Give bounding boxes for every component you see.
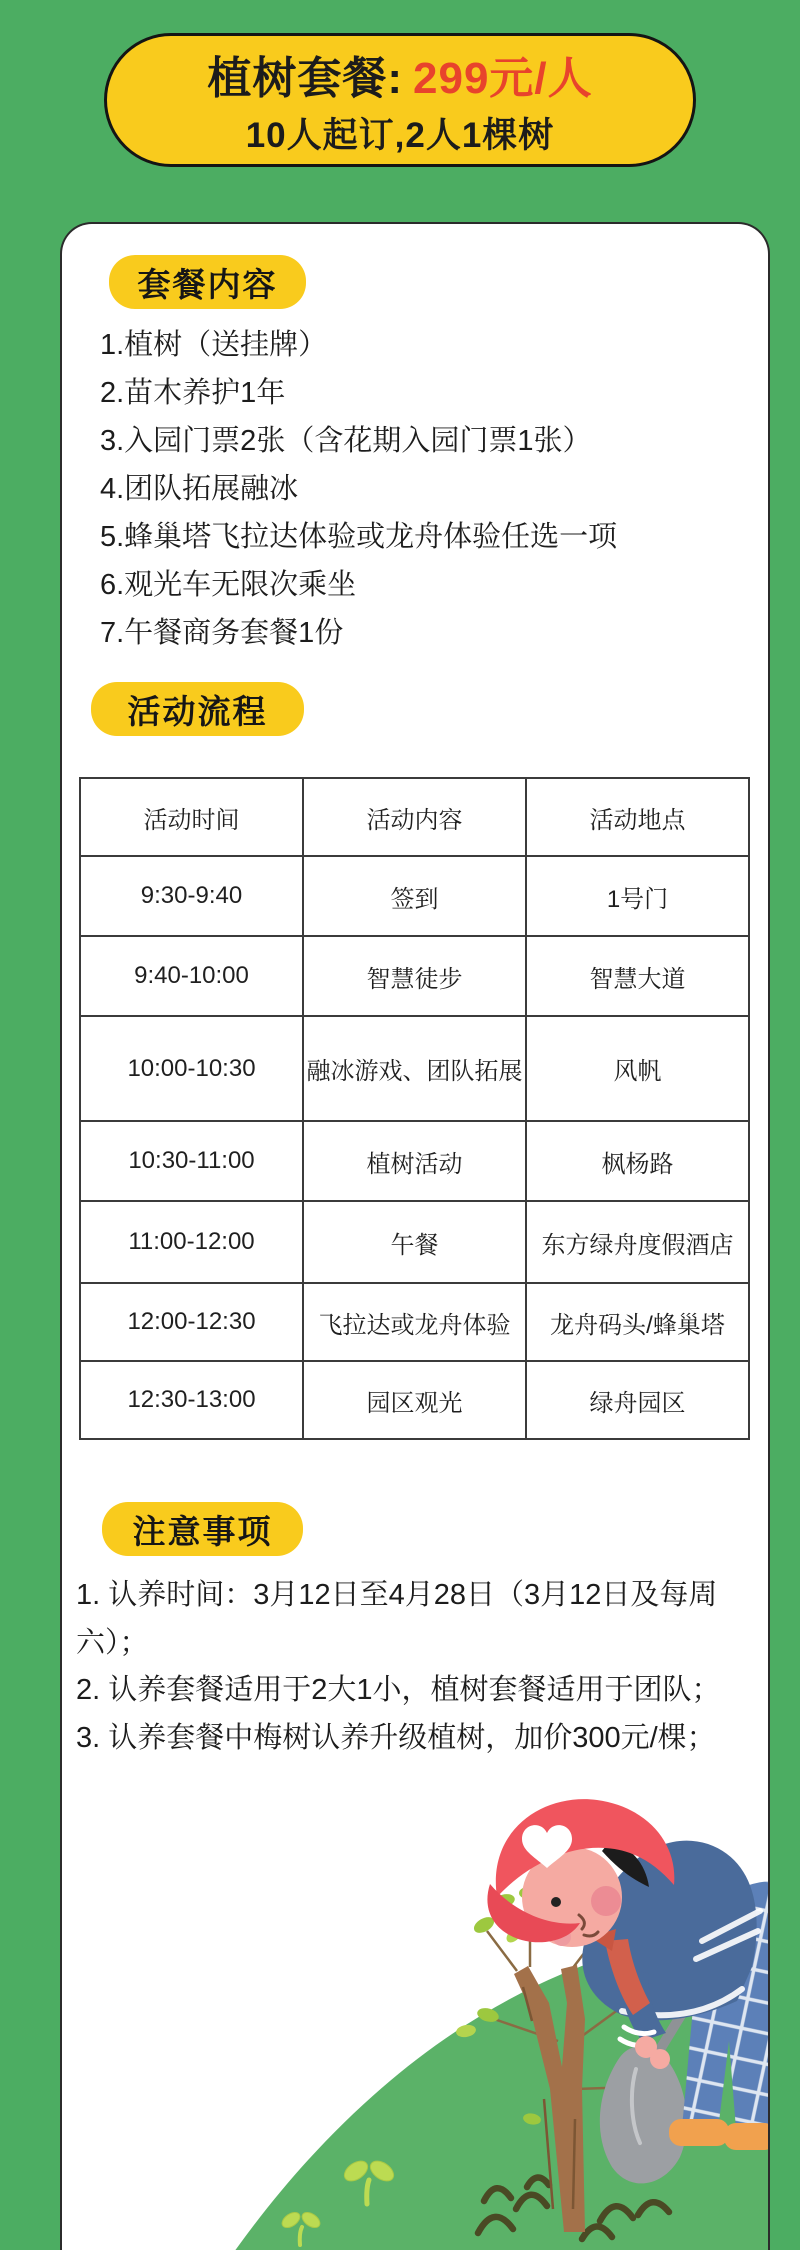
- content-card: [60, 222, 770, 2250]
- schedule-cell: 12:00-12:30: [80, 1283, 303, 1361]
- schedule-cell: 园区观光: [303, 1361, 526, 1439]
- package-subtitle: 10人起订,2人1棵树: [245, 116, 555, 155]
- section-badge-schedule: 活动流程: [91, 682, 304, 736]
- schedule-cell: 1号门: [526, 856, 749, 936]
- schedule-cell: 12:30-13:00: [80, 1361, 303, 1439]
- schedule-cell: 龙舟码头/蜂巢塔: [526, 1283, 749, 1361]
- schedule-cell: 植树活动: [303, 1121, 526, 1201]
- shoe: [669, 2119, 729, 2146]
- schedule-row: [80, 856, 749, 936]
- package-item: 7.午餐商务套餐1份: [100, 617, 344, 649]
- schedule-row: [80, 1201, 749, 1283]
- schedule-header-row: [80, 778, 749, 856]
- hand: [650, 2049, 670, 2069]
- schedule-cell: 午餐: [303, 1201, 526, 1283]
- schedule-row: [80, 1121, 749, 1201]
- schedule-cell: 风帆: [526, 1016, 749, 1121]
- header-pill: [104, 33, 696, 167]
- section-badge-package: 套餐内容: [109, 255, 306, 309]
- note-item: 3. 认养套餐中梅树认养升级植树，加价300元/棵；: [76, 1721, 716, 1754]
- package-item: 1.植树（送挂牌）: [100, 329, 328, 361]
- schedule-cell: 11:00-12:00: [80, 1201, 303, 1283]
- schedule-cell: 融冰游戏、团队拓展: [303, 1016, 526, 1121]
- package-item: 4.团队拓展融冰: [100, 473, 299, 505]
- notes-list: [76, 1572, 770, 1762]
- schedule-row: [80, 1283, 749, 1361]
- schedule-cell: 签到: [303, 856, 526, 936]
- note-item: 2. 认养套餐适用于2大1小，植树套餐适用于团队；: [76, 1674, 721, 1707]
- package-item-list: [100, 321, 617, 657]
- section-badge-notes: 注意事项: [102, 1502, 303, 1556]
- schedule-cell: 10:00-10:30: [80, 1016, 303, 1121]
- package-item: 3.入园门票2张（含花期入园门票1张）: [100, 425, 592, 457]
- schedule-cell: 智慧徒步: [303, 936, 526, 1016]
- schedule-cell: 9:40-10:00: [80, 936, 303, 1016]
- package-item: 2.苗木养护1年: [100, 377, 286, 409]
- blush: [591, 1886, 621, 1916]
- schedule-table: [79, 777, 750, 1440]
- schedule-cell: 智慧大道: [526, 936, 749, 1016]
- package-price: 299元/人: [413, 54, 593, 103]
- schedule-row: [80, 936, 749, 1016]
- package-item: 5.蜂巢塔飞拉达体验或龙舟体验任选一项: [100, 521, 618, 553]
- schedule-col-header: 活动内容: [303, 778, 526, 856]
- package-item: 6.观光车无限次乘坐: [100, 569, 357, 601]
- schedule-col-header: 活动时间: [80, 778, 303, 856]
- shoe: [724, 2123, 770, 2150]
- schedule-cell: 9:30-9:40: [80, 856, 303, 936]
- schedule-row: [80, 1361, 749, 1439]
- schedule-row: [80, 1016, 749, 1121]
- schedule-cell: 10:30-11:00: [80, 1121, 303, 1201]
- schedule-cell: 绿舟园区: [526, 1361, 749, 1439]
- planting-illustration: [232, 1789, 770, 2250]
- eye: [551, 1897, 561, 1907]
- schedule-col-header: 活动地点: [526, 778, 749, 856]
- package-title: 植树套餐:: [207, 54, 403, 103]
- header-title-line: [207, 42, 592, 106]
- schedule-cell: 枫杨路: [526, 1121, 749, 1201]
- schedule-cell: 东方绿舟度假酒店: [526, 1201, 749, 1283]
- note-item: 1. 认养时间：3月12日至4月28日（3月12日及每周六）；: [76, 1579, 718, 1659]
- schedule-cell: 飞拉达或龙舟体验: [303, 1283, 526, 1361]
